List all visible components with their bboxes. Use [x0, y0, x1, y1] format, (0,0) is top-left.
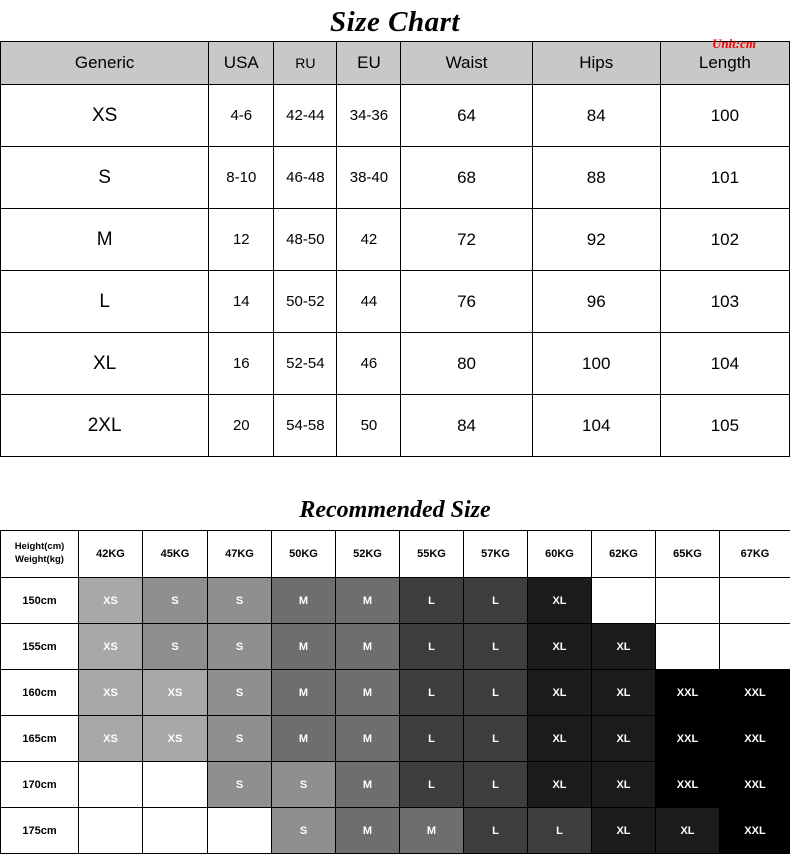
rec-cell: S: [272, 762, 336, 808]
cell-ru: 50-52: [274, 271, 337, 333]
cell-eu: 34-36: [337, 85, 401, 147]
cell-waist: 76: [401, 271, 532, 333]
rec-cell: M: [272, 578, 336, 624]
rec-cell: [79, 808, 143, 854]
cell-waist: 84: [401, 395, 532, 457]
table-row: [1, 147, 790, 209]
row-header-height: 165cm: [1, 716, 79, 762]
rec-cell: XS: [143, 670, 208, 716]
rec-cell: L: [400, 762, 464, 808]
table-row: [1, 395, 790, 457]
rec-cell: XXL: [720, 808, 790, 854]
recommended-header-row: [1, 531, 790, 578]
rec-cell: XL: [592, 762, 656, 808]
rec-cell: XL: [528, 578, 592, 624]
rec-cell: M: [272, 624, 336, 670]
weight-header-55kg: 55KG: [400, 531, 464, 578]
rec-cell: S: [208, 670, 272, 716]
cell-waist: 64: [401, 85, 532, 147]
weight-header-67kg: 67KG: [720, 531, 790, 578]
table-row: [1, 716, 790, 762]
rec-cell: M: [272, 670, 336, 716]
cell-eu: 44: [337, 271, 401, 333]
rec-cell: XXL: [720, 670, 790, 716]
rec-cell: S: [208, 762, 272, 808]
rec-cell: XL: [592, 624, 656, 670]
cell-eu: 42: [337, 209, 401, 271]
rec-cell: XS: [79, 670, 143, 716]
cell-ru: 46-48: [274, 147, 337, 209]
rec-cell: XL: [528, 762, 592, 808]
rec-cell: XS: [79, 716, 143, 762]
cell-usa: 4-6: [209, 85, 274, 147]
rec-cell: S: [208, 716, 272, 762]
rec-cell: M: [336, 716, 400, 762]
unit-note: Unit:cm: [712, 36, 756, 52]
rec-cell: XL: [528, 670, 592, 716]
cell-waist: 72: [401, 209, 532, 271]
weight-header-50kg: 50KG: [272, 531, 336, 578]
cell-generic: XS: [1, 85, 209, 147]
col-header-eu: EU: [337, 42, 401, 85]
rec-cell: XS: [143, 716, 208, 762]
rec-cell: M: [336, 762, 400, 808]
rec-cell: XL: [592, 808, 656, 854]
row-header-height: 175cm: [1, 808, 79, 854]
table-row: [1, 578, 790, 624]
cell-generic: M: [1, 209, 209, 271]
col-header-length: Length: [660, 42, 789, 85]
cell-eu: 38-40: [337, 147, 401, 209]
rec-cell: L: [464, 670, 528, 716]
recommended-size-section: [0, 497, 790, 854]
cell-ru: 48-50: [274, 209, 337, 271]
rec-cell: S: [208, 578, 272, 624]
cell-usa: 16: [209, 333, 274, 395]
rec-cell: L: [464, 716, 528, 762]
rec-cell: XXL: [656, 670, 720, 716]
cell-length: 102: [660, 209, 789, 271]
corner-header: [1, 531, 79, 578]
weight-header-60kg: 60KG: [528, 531, 592, 578]
row-header-height: 160cm: [1, 670, 79, 716]
rec-cell: M: [272, 716, 336, 762]
recommended-size-title: Recommended Size: [0, 497, 790, 524]
cell-hips: 92: [532, 209, 660, 271]
corner-height-label: Height(cm): [15, 541, 65, 552]
rec-cell: M: [336, 808, 400, 854]
rec-cell: L: [400, 578, 464, 624]
rec-cell: XS: [79, 578, 143, 624]
rec-cell: M: [336, 624, 400, 670]
rec-cell: XS: [79, 624, 143, 670]
table-row: [1, 670, 790, 716]
cell-eu: 46: [337, 333, 401, 395]
weight-header-65kg: 65KG: [656, 531, 720, 578]
rec-cell: XXL: [720, 716, 790, 762]
cell-length: 105: [660, 395, 789, 457]
rec-cell: S: [143, 624, 208, 670]
cell-waist: 68: [401, 147, 532, 209]
rec-cell: [79, 762, 143, 808]
col-header-ru: RU: [274, 42, 337, 85]
rec-cell: XL: [528, 624, 592, 670]
rec-cell: L: [464, 578, 528, 624]
col-header-hips: Hips: [532, 42, 660, 85]
rec-cell: L: [528, 808, 592, 854]
rec-cell: XXL: [656, 716, 720, 762]
table-row: [1, 762, 790, 808]
rec-cell: XL: [592, 716, 656, 762]
cell-length: 100: [660, 85, 789, 147]
rec-cell: [143, 808, 208, 854]
cell-usa: 12: [209, 209, 274, 271]
table-row: [1, 209, 790, 271]
corner-weight-label: Weight(kg): [15, 554, 64, 565]
rec-cell: [720, 578, 790, 624]
col-header-usa: USA: [209, 42, 274, 85]
rec-cell: L: [400, 716, 464, 762]
cell-ru: 42-44: [274, 85, 337, 147]
section-divider: [0, 457, 790, 491]
cell-generic: XL: [1, 333, 209, 395]
size-chart-section: [0, 6, 790, 457]
weight-header-57kg: 57KG: [464, 531, 528, 578]
cell-usa: 8-10: [209, 147, 274, 209]
row-header-height: 150cm: [1, 578, 79, 624]
cell-hips: 96: [532, 271, 660, 333]
table-row: [1, 808, 790, 854]
rec-cell: XXL: [720, 762, 790, 808]
cell-ru: 54-58: [274, 395, 337, 457]
cell-eu: 50: [337, 395, 401, 457]
row-header-height: 170cm: [1, 762, 79, 808]
row-header-height: 155cm: [1, 624, 79, 670]
weight-header-45kg: 45KG: [143, 531, 208, 578]
size-chart-header-row: [1, 42, 790, 85]
cell-length: 104: [660, 333, 789, 395]
cell-hips: 84: [532, 85, 660, 147]
rec-cell: [592, 578, 656, 624]
rec-cell: [208, 808, 272, 854]
cell-usa: 14: [209, 271, 274, 333]
size-chart-title: Size Chart: [0, 6, 790, 39]
rec-cell: M: [400, 808, 464, 854]
cell-hips: 104: [532, 395, 660, 457]
weight-header-62kg: 62KG: [592, 531, 656, 578]
rec-cell: S: [143, 578, 208, 624]
cell-generic: 2XL: [1, 395, 209, 457]
rec-cell: S: [208, 624, 272, 670]
cell-length: 101: [660, 147, 789, 209]
cell-waist: 80: [401, 333, 532, 395]
cell-generic: L: [1, 271, 209, 333]
rec-cell: [143, 762, 208, 808]
cell-ru: 52-54: [274, 333, 337, 395]
rec-cell: L: [400, 624, 464, 670]
rec-cell: L: [464, 808, 528, 854]
rec-cell: L: [464, 762, 528, 808]
cell-usa: 20: [209, 395, 274, 457]
weight-header-52kg: 52KG: [336, 531, 400, 578]
cell-hips: 100: [532, 333, 660, 395]
rec-cell: M: [336, 578, 400, 624]
cell-length: 103: [660, 271, 789, 333]
rec-cell: M: [336, 670, 400, 716]
rec-cell: XL: [528, 716, 592, 762]
rec-cell: XL: [656, 808, 720, 854]
rec-cell: L: [400, 670, 464, 716]
recommended-size-table: [0, 530, 790, 854]
rec-cell: L: [464, 624, 528, 670]
table-row: [1, 271, 790, 333]
cell-generic: S: [1, 147, 209, 209]
rec-cell: [720, 624, 790, 670]
rec-cell: XL: [592, 670, 656, 716]
rec-cell: S: [272, 808, 336, 854]
col-header-waist: Waist: [401, 42, 532, 85]
table-row: [1, 85, 790, 147]
size-chart-table: [0, 41, 790, 457]
weight-header-47kg: 47KG: [208, 531, 272, 578]
col-header-generic: Generic: [1, 42, 209, 85]
rec-cell: [656, 578, 720, 624]
weight-header-42kg: 42KG: [79, 531, 143, 578]
table-row: [1, 624, 790, 670]
rec-cell: XXL: [656, 762, 720, 808]
cell-hips: 88: [532, 147, 660, 209]
table-row: [1, 333, 790, 395]
rec-cell: [656, 624, 720, 670]
